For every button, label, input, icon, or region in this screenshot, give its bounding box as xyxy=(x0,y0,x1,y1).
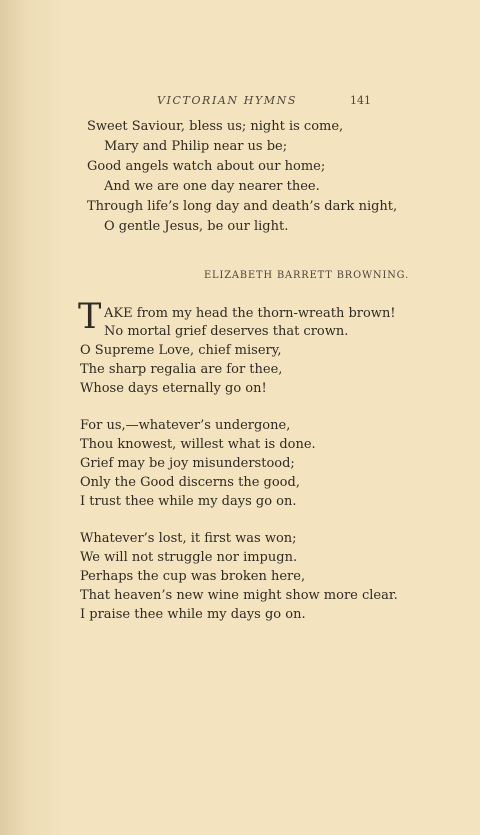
poem-2-stanza-1-line-1: AKE from my head the thorn-wreath brown! xyxy=(104,306,396,321)
poem-2-stanza-1-line-2: No mortal grief deserves that crown. xyxy=(104,324,349,339)
poem-2-stanza-1-line-4: The sharp regalia are for thee, xyxy=(80,362,283,377)
running-title: VICTORIAN HYMNS xyxy=(157,94,298,107)
poem-2-stanza-1-line-5: Whose days eternally go on! xyxy=(80,381,267,396)
poem-2-stanza-3-line-1: Whatever’s lost, it first was won; xyxy=(80,531,297,546)
poem-1-line-5: Through life’s long day and death’s dark night, xyxy=(87,199,398,214)
poem-2-stanza-3-line-5: I praise thee while my days go on. xyxy=(80,607,306,622)
poem-1-line-1: Sweet Saviour, bless us; night is come, xyxy=(87,119,344,134)
poem-2-stanza-2-line-3: Grief may be joy misunderstood; xyxy=(80,456,295,471)
page-number: 141 xyxy=(350,94,371,107)
poem-2-stanza-3-line-3: Perhaps the cup was broken here, xyxy=(80,569,306,584)
poem-2-stanza-2-line-5: I trust thee while my days go on. xyxy=(80,494,297,509)
poem-2-stanza-2-line-2: Thou knowest, willest what is done. xyxy=(80,437,316,452)
poem-2-stanza-2-line-4: Only the Good discerns the good, xyxy=(80,475,300,490)
poem-1-line-4: And we are one day nearer thee. xyxy=(104,179,320,194)
poem-2-stanza-3-line-4: That heaven’s new wine might show more clear. xyxy=(80,588,398,603)
poem-1-line-2: Mary and Philip near us be; xyxy=(104,139,288,154)
poem-1-line-3: Good angels watch about our home; xyxy=(87,159,326,174)
page-header xyxy=(0,94,480,112)
drop-cap: T xyxy=(78,297,102,337)
poem-2-stanza-2-line-1: For us,—whatever’s undergone, xyxy=(80,418,291,433)
poem-1-line-6: O gentle Jesus, be our light. xyxy=(104,219,289,234)
author-attribution: ELIZABETH BARRETT BROWNING. xyxy=(204,270,410,281)
poem-2-stanza-1-line-3: O Supreme Love, chief misery, xyxy=(80,343,282,358)
poem-2-stanza-3-line-2: We will not struggle nor impugn. xyxy=(80,550,298,565)
